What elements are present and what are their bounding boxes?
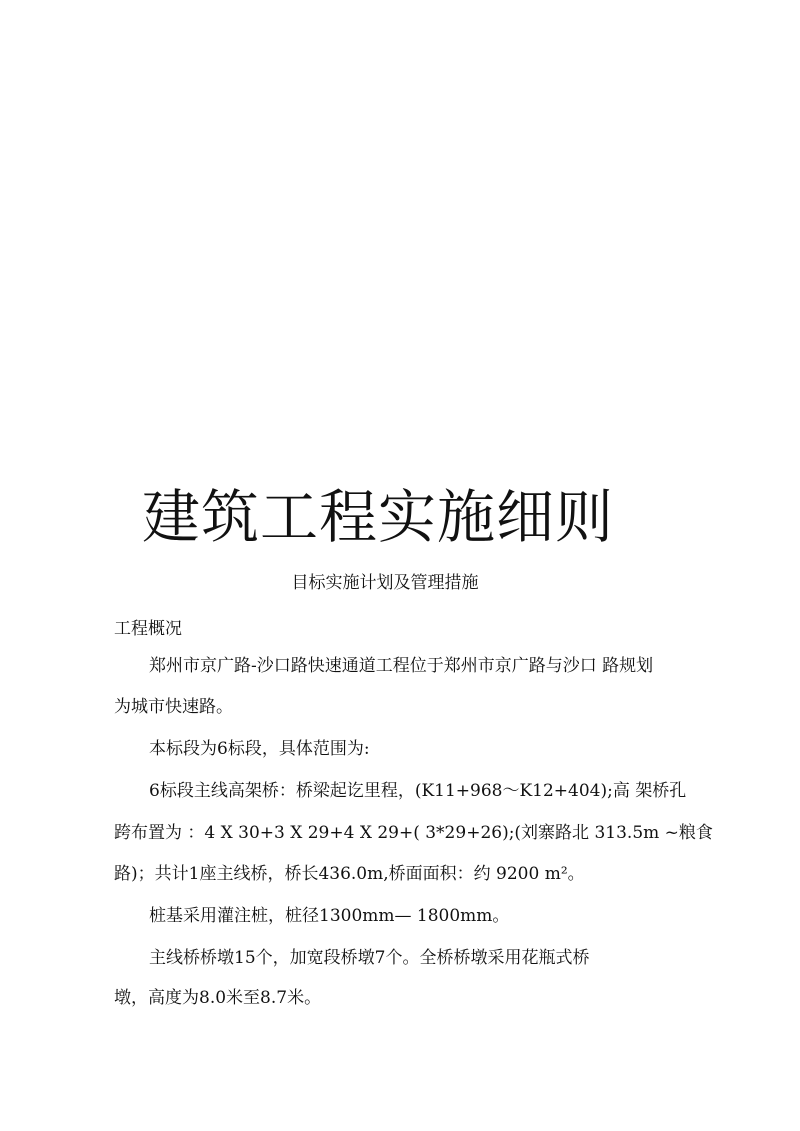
paragraph-line: 墩，高度为8.0米至8.7米。 <box>114 988 322 1008</box>
paragraph-line: 6标段主线高架桥：桥梁起讫里程，(K11+968～K12+404);高 架桥孔 <box>149 781 687 801</box>
paragraph-line: 主线桥桥墩15个，加宽段桥墩7个。全桥桥墩采用花瓶式桥 <box>149 948 590 968</box>
paragraph-line: 跨布置为 ：4 X 30+3 X 29+4 X 29+( 3*29+26);(刘寨路北 313.5m ~粮食 <box>114 823 713 843</box>
paragraph-line: 本标段为6标段，具体范围为: <box>149 739 370 759</box>
document-subtitle: 目标实施计划及管理措施 <box>291 573 479 593</box>
section-heading: 工程概况 <box>114 619 182 639</box>
paragraph-line: 桩基采用灌注桩，桩径1300mm— 1800mm。 <box>149 906 510 926</box>
document-title: 建筑工程实施细则 <box>142 483 615 551</box>
paragraph-line: 为城市快速路。 <box>114 697 233 717</box>
paragraph-line: 路)；共计1座主线桥，桥长436.0m,桥面面积：约 9200 m²。 <box>114 864 585 884</box>
paragraph-line: 郑州市京广路-沙口路快速通道工程位于郑州市京广路与沙口 路规划 <box>149 656 654 676</box>
